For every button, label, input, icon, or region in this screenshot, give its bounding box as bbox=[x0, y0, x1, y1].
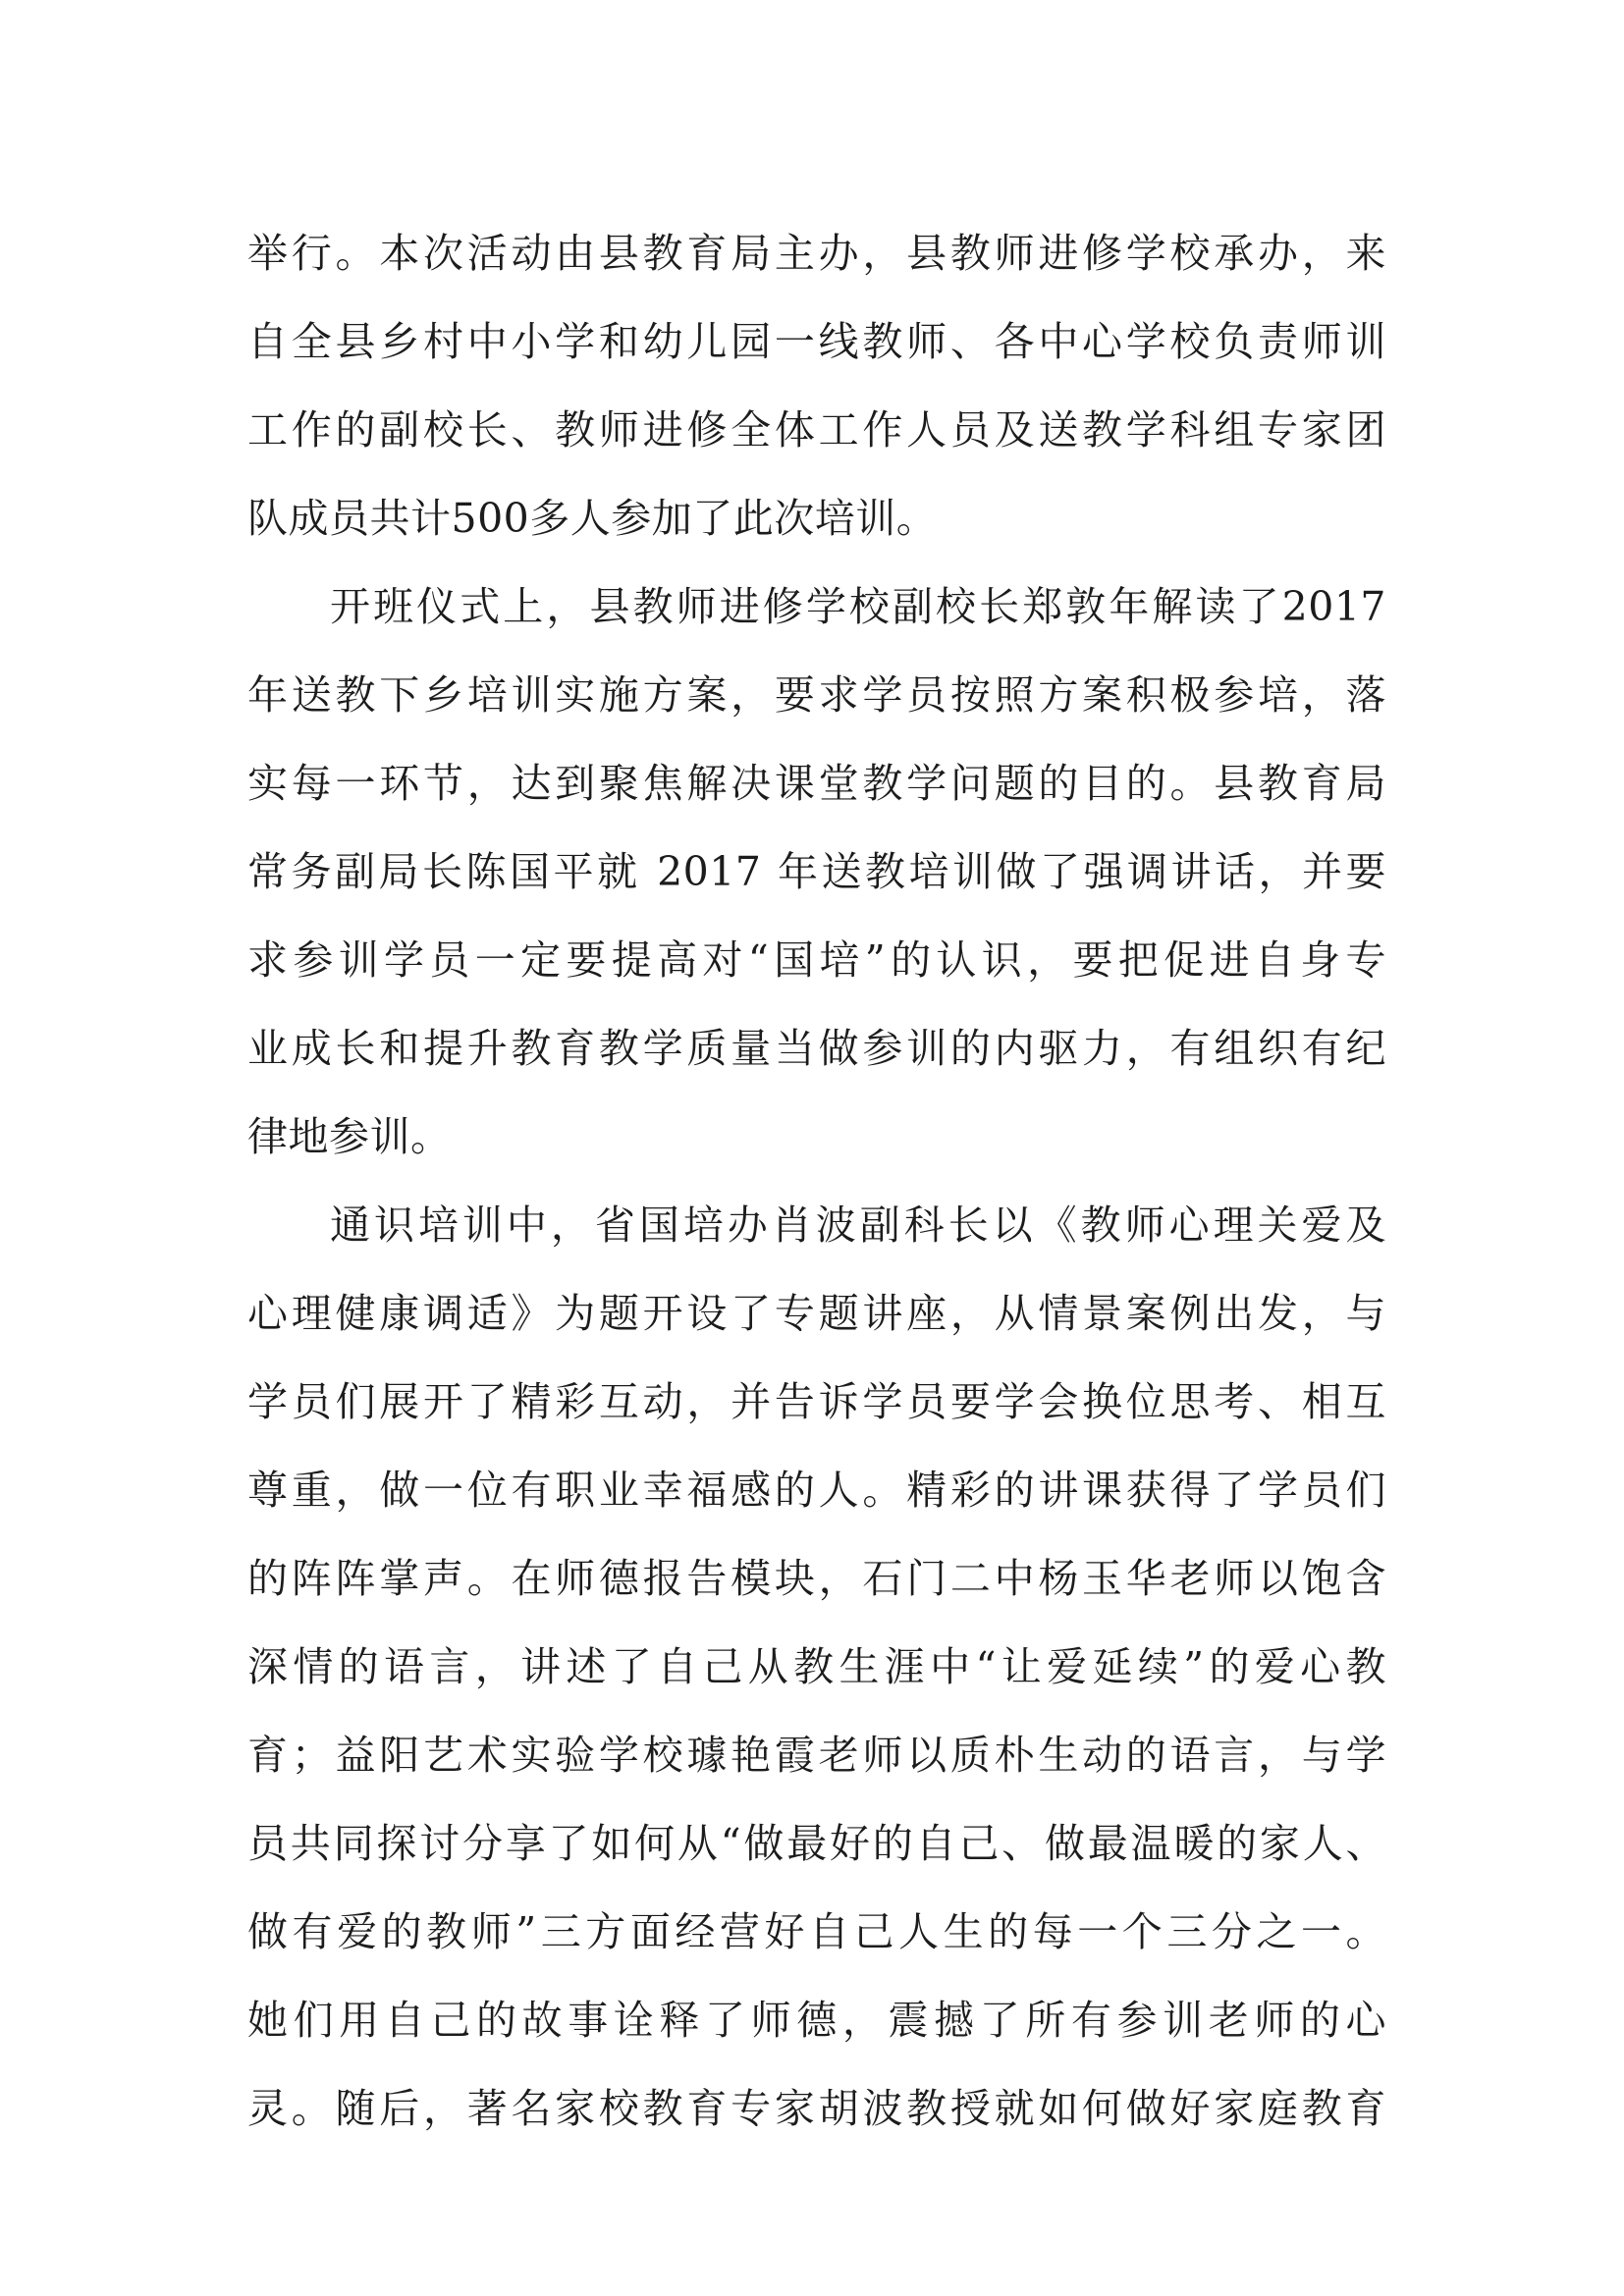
text-line: 心理健康调适》为题开设了专题讲座，从情景案例出发，与 bbox=[247, 1290, 1386, 1337]
text-line: 灵。随后，著名家校教育专家胡波教授就如何做好家庭教育 bbox=[247, 2085, 1386, 2132]
text-line: 业成长和提升教育教学质量当做参训的内驱力，有组织有纪 bbox=[247, 1025, 1386, 1072]
text-line: 律地参训。 bbox=[247, 1113, 452, 1160]
text-line: 队成员共计500多人参加了此次培训。 bbox=[247, 495, 938, 542]
text-line: 学员们展开了精彩互动，并告诉学员要学会换位思考、相互 bbox=[247, 1378, 1386, 1425]
text-line: 年送教下乡培训实施方案，要求学员按照方案积极参培，落 bbox=[247, 671, 1386, 719]
text-line: 深情的语言，讲述了自己从教生涯中“让爱延续”的爱心教 bbox=[247, 1643, 1386, 1690]
text-line: 的阵阵掌声。在师德报告模块，石门二中杨玉华老师以饱含 bbox=[247, 1555, 1386, 1602]
text-line: 开班仪式上，县教师进修学校副校长郑敦年解读了2017 bbox=[330, 583, 1386, 630]
text-line: 育；益阳艺术实验学校璩艳霞老师以质朴生动的语言，与学 bbox=[247, 1732, 1386, 1779]
text-line: 自全县乡村中小学和幼儿园一线教师、各中心学校负责师训 bbox=[247, 318, 1386, 365]
text-line: 通识培训中，省国培办肖波副科长以《教师心理关爱及 bbox=[330, 1201, 1386, 1249]
text-line: 举行。本次活动由县教育局主办，县教师进修学校承办，来 bbox=[247, 230, 1386, 277]
text-line: 工作的副校长、教师进修全体工作人员及送教学科组专家团 bbox=[247, 406, 1386, 454]
text-line: 求参训学员一定要提高对“国培”的认识，要把促进自身专 bbox=[247, 936, 1386, 984]
text-line: 做有爱的教师”三方面经营好自己人生的每一个三分之一。 bbox=[247, 1908, 1386, 1955]
text-line: 实每一环节，达到聚焦解决课堂教学问题的目的。县教育局 bbox=[247, 760, 1386, 807]
text-line: 常务副局长陈国平就 2017 年送教培训做了强调讲话，并要 bbox=[247, 848, 1386, 895]
text-line: 尊重，做一位有职业幸福感的人。精彩的讲课获得了学员们 bbox=[247, 1467, 1386, 1514]
text-line: 员共同探讨分享了如何从“做最好的自己、做最温暖的家人、 bbox=[247, 1820, 1386, 1867]
text-line: 她们用自己的故事诠释了师德，震撼了所有参训老师的心 bbox=[247, 1997, 1386, 2044]
